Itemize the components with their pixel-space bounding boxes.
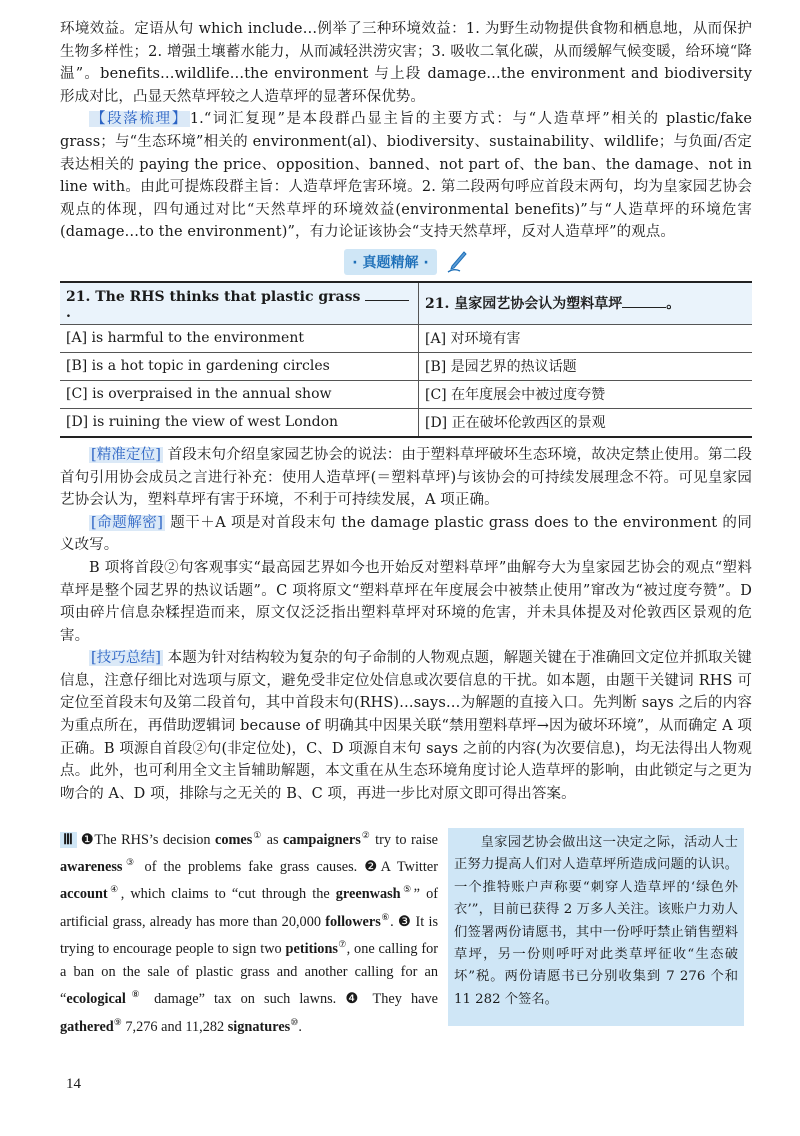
analysis-decode: [命题解密] 题干＋A 项是对首段末句 the damage plastic grass does to the environment 的同义改写。 <box>60 514 752 554</box>
option-d-cn: [D] 正在破坏伦敦西区的景观 <box>419 408 753 437</box>
analysis-location: [精准定位] 首段末句介绍皇家园艺协会的说法：由于塑料草坪破坏生态环境，故决定禁止使用。第二段首句引用协会成员之言进行补充：使用人造草坪(＝塑料草坪)与该协会的可持续发展理念不符。可见皇家园艺协会认为，塑料草坪有害于环境，不利于可持续发展，A 项正确。 <box>60 446 752 509</box>
page-body <box>60 18 752 805</box>
question-table <box>60 281 752 438</box>
option-b-en: [B] is a hot topic in gardening circles <box>60 352 419 380</box>
option-b-cn: [B] 是园艺界的热议话题 <box>419 352 753 380</box>
option-row <box>60 380 752 408</box>
section-number: Ⅲ <box>60 832 77 848</box>
option-d-en: [D] is ruining the view of west London <box>60 408 419 437</box>
passage-translation-box: 皇家园艺协会做出这一决定之际，活动人士正努力提高人们对人造草坪所造成问题的认识。一个推特账户声称要“刺穿人造草坪的‘绿色外衣’”，目前已获得 2 万多人关注。该账户力劝人们签署两份请愿书，其中一份呼吁禁止销售塑料草坪，另一份则呼吁对此类草坪征收“生态破坏”税。两份请愿书已分别收集到 7 276 个和 11 282 个签名。 <box>448 828 744 1026</box>
section-heading: · 真题精解 · <box>344 249 436 275</box>
question-stem-row <box>60 282 752 325</box>
option-row <box>60 352 752 380</box>
question-stem-en: 21. The RHS thinks that plastic grass . <box>60 282 419 325</box>
page-number: 14 <box>66 1076 81 1092</box>
summary-text: 1.“词汇复现”是本段群凸显主旨的主要方式：与“人造草坪”相关的 plastic/fake grass；与“生态环境”相关的 environment(al)、biodiversity、sustainability、wildlife；与负面/否定表达相关的 paying the price、opposition、banned、not part of、the ban、the damage、not in line with。由此可提炼段群主旨：人造草坪危害环境。2. 第二段两句呼应首段末两句，均为皇家园艺协会观点的体现，四句通过对比“天然草坪的环境效益(environmental benefits)”与“人造草坪的环境危害(damage…to the environment)”，有力论证该协会“支持天然草坪，反对人造草坪”的观点。 <box>60 111 752 241</box>
passage-section <box>60 824 752 1036</box>
answer-blank-cn <box>622 293 666 308</box>
paragraph-summary <box>60 108 752 244</box>
option-a-en: [A] is harmful to the environment <box>60 324 419 352</box>
intro-paragraph: 环境效益。定语从句 which include…例举了三种环境效益：1. 为野生动物提供食物和栖息地，从而保护生物多样性；2. 增强土壤蓄水能力，从而减轻洪涝灾害；3. 吸收二氧化碳，从而缓解气候变暖，给环境“降温”。benefits…wildlife…the environment 与上段 damage…the environment and biodiversity 形成对比，凸显天然草坪较之人造草坪的显著环保优势。 <box>60 21 752 105</box>
location-tag: [精准定位] <box>91 446 161 463</box>
section-heading-wrap <box>60 249 752 275</box>
analysis-distractors: B 项将首段②句客观事实“最高园艺界如今也开始反对塑料草坪”曲解夸大为皇家园艺协会的观点“塑料草坪是整个园艺界的热议话题”。C 项将原文“塑料草坪在年度展会中被禁止使用”窜改为“被过度夸赞”。D 项由碎片信息杂糅捏造而来，原文仅泛泛指出塑料草坪对环境的危害，并未具体提及对伦敦西区景观的危害。 <box>60 559 752 644</box>
decode-tag: [命题解密] <box>91 514 164 531</box>
question-stem-cn: 21. 皇家园艺协会认为塑料草坪 。 <box>419 282 753 325</box>
passage-english <box>60 824 438 1038</box>
passage-english-text: ❶The RHS’s decision comes① as campaigners② try to raise awareness③ of the problems fake grass causes. ❷A Twitter account④, which claims to “cut through the greenwash⑤” of artificial grass, already has more than 20,000 followers⑥. ❸ It is trying to encourage people to sign two petitions⑦, one calling for a ban on the sale of plastic grass and another calling for an “ecological⑧ damage” tax on such lawns. ❹ They have gathered⑨ 7,276 and 11,282 signatures⑩. <box>60 830 439 1035</box>
pen-icon <box>446 250 468 274</box>
option-row <box>60 324 752 352</box>
tips-tag: [技巧总结] <box>91 650 161 667</box>
option-c-en: [C] is overpraised in the annual show <box>60 380 419 408</box>
option-c-cn: [C] 在年度展会中被过度夸赞 <box>419 380 753 408</box>
analysis-tips: [技巧总结] 本题为针对结构较为复杂的句子命制的人物观点题，解题关键在于准确回文定位并抓取关键信息，注意仔细比对选项与原文，避免受非定位处信息或次要信息的干扰。如本题，由题干关键词 RHS 可定位至首段末句及第二段首句，其中首段末句(RHS)…says…为解题的直接入口。先判断 says 之后的内容为重点所在，再借助逻辑词 because of 明确其中因果关联“禁用塑料草坪→因为破坏环境”，从而确定 A 项正确。B 项源自首段②句(非定位处)，C、D 项源自末句 says 之前的内容(为次要信息)，均无法得出人物观点。此外，也可利用全文主旨辅助解题，本文重在从生态环境角度讨论人造草坪的影响，由此锁定与之更为吻合的 A、D 项，排除与之无关的 B、C 项，再进一步比对原文即可得出答案。 <box>60 650 752 802</box>
option-row <box>60 408 752 437</box>
option-a-cn: [A] 对环境有害 <box>419 324 753 352</box>
answer-blank <box>365 286 409 301</box>
summary-tag: 【段落梳理】 <box>91 111 188 128</box>
